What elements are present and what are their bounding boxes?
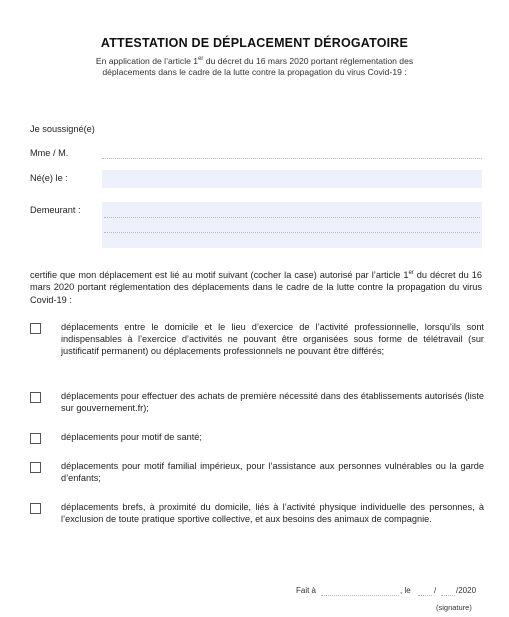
signature-label: (signature) — [436, 603, 472, 612]
certify-paragraph — [30, 269, 482, 306]
address-field[interactable] — [102, 202, 482, 248]
name-field[interactable] — [102, 158, 482, 159]
birth-date-field[interactable] — [102, 170, 482, 188]
address-line-1 — [104, 217, 480, 218]
subtitle-text-part2: du décret du 16 mars 2020 portant réglementation des — [203, 56, 414, 66]
certify-line2-part2: du décret du 16 mars 2020 portant réglementation des déplacements dans — [30, 270, 482, 293]
subtitle-text-line2: déplacements dans le cadre de la lutte contre la propagation du virus Covid-19 : — [102, 66, 407, 77]
certify-line2-part1: l’article 1 — [371, 270, 409, 280]
reason-text-shopping: déplacements pour effectuer des achats de première nécessité dans des établissements autorisés (liste sur gouvernement.fr); — [61, 391, 484, 414]
address-line-2 — [104, 232, 480, 233]
date-year: /2020 — [456, 586, 477, 595]
undersigned-label: Je soussigné(e) — [30, 124, 95, 134]
reason-checkbox-family[interactable] — [30, 462, 41, 473]
reason-checkbox-work[interactable] — [30, 323, 41, 334]
reason-text-health: déplacements pour motif de santé; — [61, 432, 202, 442]
done-at-label: Fait à — [296, 586, 317, 595]
reason-text-work: déplacements entre le domicile et le lieu d’exercice de l’activité professionnelle, lorsqu’ils sont indispensables à l’exercice d’activités ne pouvant être organisées sous forme de télétravail (sur justificatif permanent) ou déplacements professionnels ne pouvant être différés; — [61, 322, 484, 357]
certify-line3: le cadre de la lutte contre la propagation du virus Covid-19 : — [30, 282, 482, 305]
certify-line1: certifie que mon déplacement est lié au motif suivant (cocher la case) autorisé par — [30, 270, 369, 280]
certify-superscript: er — [408, 269, 414, 276]
document-subtitle — [40, 56, 469, 77]
date-separator: / — [434, 586, 437, 595]
address-label: Demeurant : — [30, 205, 81, 215]
reason-text-family: déplacements pour motif familial impérieux, pour l’assistance aux personnes vulnérables ou la garde d’enfants; — [61, 461, 484, 484]
date-label: , le — [400, 586, 411, 595]
document-title: ATTESTATION DE DÉPLACEMENT DÉROGATOIRE — [100, 36, 409, 50]
reason-checkbox-exercise[interactable] — [30, 503, 41, 514]
date-month-field[interactable] — [441, 595, 455, 596]
subtitle-superscript: er — [198, 56, 204, 63]
done-at-field[interactable] — [321, 595, 399, 596]
name-label: Mme / M. — [30, 148, 69, 158]
reason-checkbox-shopping[interactable] — [30, 392, 41, 403]
reason-checkbox-health[interactable] — [30, 433, 41, 444]
date-day-field[interactable] — [418, 595, 432, 596]
subtitle-text-part1: En application de l’article 1 — [95, 56, 199, 66]
birth-date-label: Né(e) le : — [30, 173, 68, 183]
reason-text-exercise: déplacements brefs, à proximité du domicile, liés à l’activité physique individuelle des personnes, à l’exclusion de toute pratique sportive collective, et aux besoins des animaux de compagnie. — [61, 502, 484, 525]
